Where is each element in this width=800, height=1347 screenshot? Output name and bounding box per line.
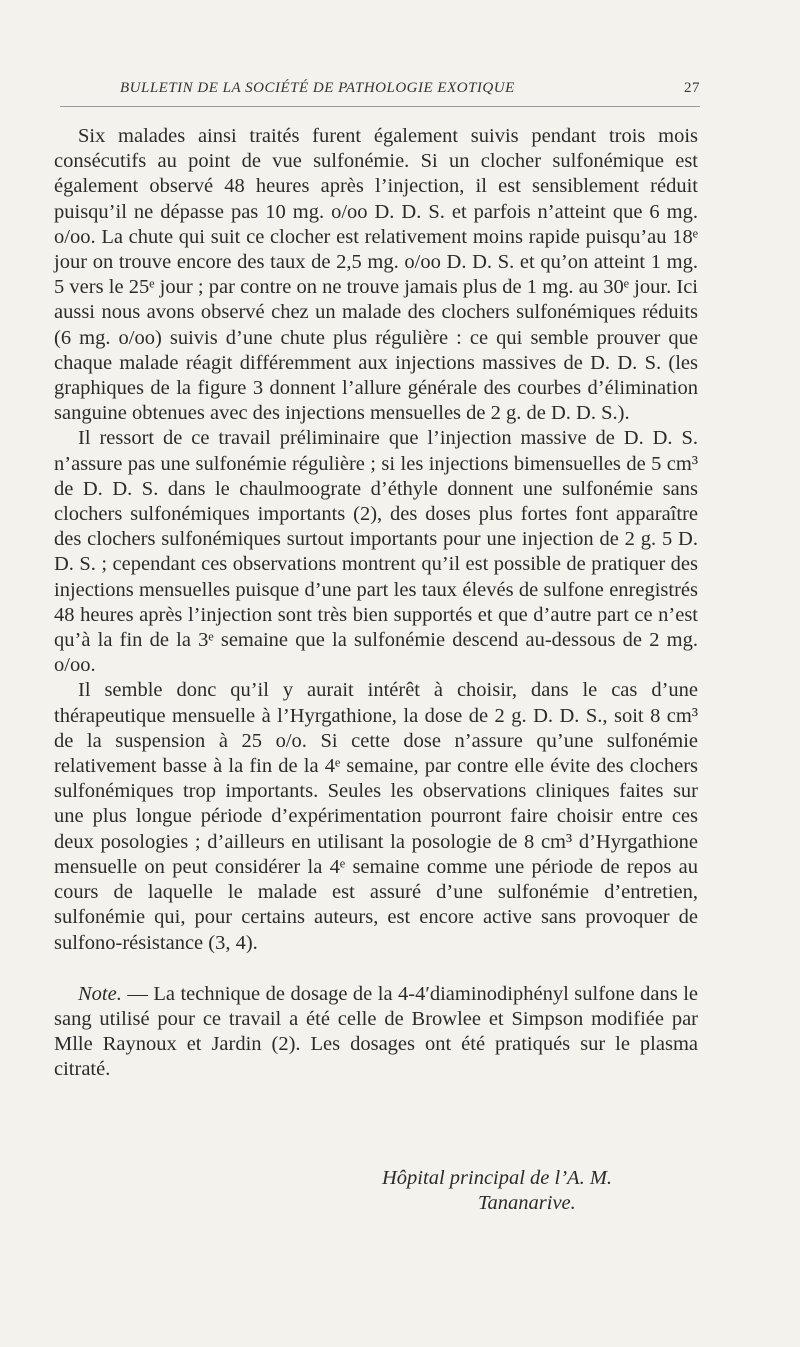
note-text: — La technique de dosage de la 4-4′diaminodiphényl sulfone dans le sang utilisé pour ce travail a été celle de Browlee et Simpson modifiée par Mlle Raynoux et Jardin (2). Les dosages ont été pratiqués sur le plasma citraté. — [54, 982, 698, 1081]
paragraph-2: Il ressort de ce travail préliminaire que l’injection massive de D. D. S. n’assure pas une sulfonémie régulière ; si les injections bimensuelles de 5 cm³ de D. D. S. dans le chaulmoograte d’éthyle donnent une sulfonémie sans clochers sulfonémiques importants (2), des doses plus fortes font apparaître des clochers sulfonémiques surtout importants pour une injection de 2 g. 5 D. D. S. ; cependant ces observations montrent qu’il est possible de pratiquer des injections mensuelles puisque d’une part les taux élevés de sulfone enregistrés 48 heures après l’injection sont très bien supportés et que d’autre part ce n’est qu’à la fin de la 3ᵉ semaine que la sulfonémie descend au-dessous de 2 mg. o/oo. — [54, 427, 698, 677]
paragraph-3: Il semble donc qu’il y aurait intérêt à choisir, dans le cas d’une thérapeutique mensuelle à l’Hyrgathione, la dose de 2 g. D. D. S., soit 8 cm³ de la suspension à 25 o/o. Si cette dose n’assure qu’une sulfonémie relativement basse à la fin de la 4ᵉ semaine, par contre elle évite des clochers sulfonémiques trop importants. Seules les observations cliniques faites sur une plus longue période d’expérimentation pourront faire choisir entre ces deux posologies ; d’ailleurs en utilisant la posologie de 8 cm³ d’Hyrgathione mensuelle on peut considérer la 4ᵉ semaine comme une période de repos au cours de laquelle le malade est assuré d’une sulfonémie d’entretien, sulfonémie qui, pour certains auteurs, est encore active sans provoquer de sulfono-résistance (3, 4). — [54, 679, 698, 954]
article-body — [54, 124, 698, 1083]
signature-city: Tananarive. — [478, 1192, 576, 1214]
signature-institution: Hôpital principal de l’A. M. — [382, 1167, 613, 1189]
signature-block — [300, 1166, 700, 1216]
note-label: Note. — [78, 982, 122, 1005]
paragraph-1: Six malades ainsi traités furent également suivis pendant trois mois consécutifs au point de vue sulfonémie. Si un clocher sulfonémique est également observé 48 heures après l’injection, il est sensiblement réduit puisqu’il ne dépasse pas 10 mg. o/oo D. D. S. et parfois n’atteint que 6 mg. o/oo. La chute qui suit ce clocher est relativement moins rapide puisqu’au 18ᵉ jour on trouve encore des taux de 2,5 mg. o/oo D. D. S. et qu’on atteint 1 mg. 5 vers le 25ᵉ jour ; par contre on ne trouve jamais plus de 1 mg. au 30ᵉ jour. Ici aussi nous avons observé chez un malade des clochers sulfonémiques réduits (6 mg. o/oo) suivis d’une chute plus régulière : ce qui semble prouver que chaque malade réagit différemment aux injections massives de D. D. S. (les graphiques de la figure 3 donnent l’allure générale des courbes d’élimination sanguine obtenues avec des injections mensuelles de 2 g. de D. D. S.). — [54, 125, 698, 425]
page-number: 27 — [684, 80, 700, 96]
journal-title: BULLETIN DE LA SOCIÉTÉ DE PATHOLOGIE EXOTIQUE — [120, 80, 515, 96]
note-paragraph — [54, 982, 698, 1083]
header-rule — [60, 106, 700, 107]
